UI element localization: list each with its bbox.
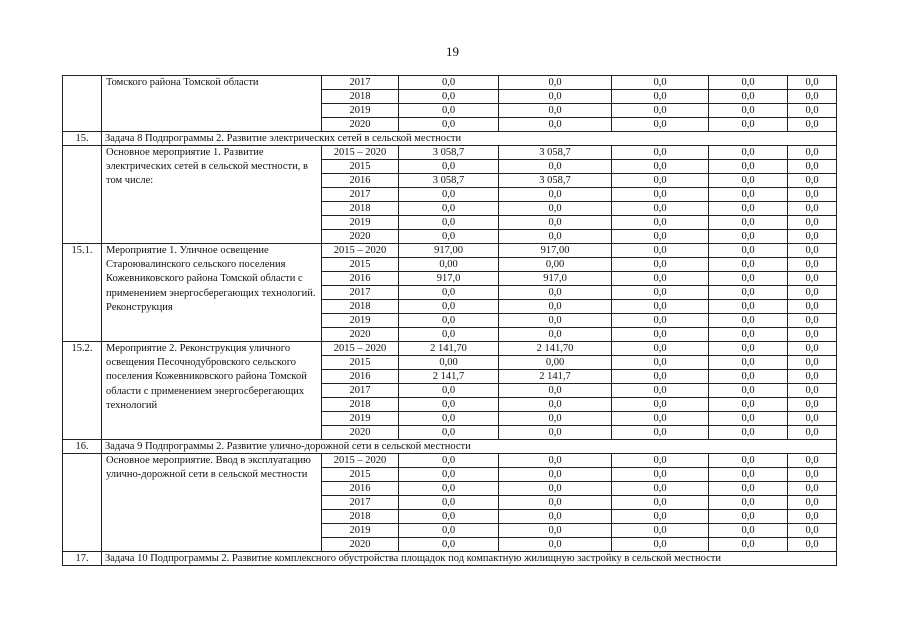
value-cell: 0,0 [499,426,612,440]
value-cell: 0,0 [788,146,837,160]
value-cell: 0,0 [788,258,837,272]
year-cell: 2018 [322,300,399,314]
value-cell: 0,0 [612,216,709,230]
value-cell: 0,0 [788,328,837,342]
year-cell: 2019 [322,412,399,426]
budget-table [62,75,837,566]
value-cell: 0,0 [709,118,788,132]
value-cell: 0,0 [788,216,837,230]
value-cell: 0,0 [612,510,709,524]
year-cell: 2018 [322,510,399,524]
value-cell: 0,0 [499,160,612,174]
value-cell: 0,0 [788,468,837,482]
value-cell: 0,0 [612,328,709,342]
value-cell: 0,00 [499,258,612,272]
value-cell: 0,0 [788,426,837,440]
value-cell: 0,0 [399,118,499,132]
year-cell: 2018 [322,90,399,104]
value-cell: 0,0 [709,328,788,342]
value-cell: 0,0 [612,370,709,384]
value-cell: 0,0 [709,496,788,510]
task-title: Задача 9 Подпрограммы 2. Развитие улично-дорожной сети в сельской местности [102,440,837,454]
value-cell: 0,0 [399,216,499,230]
value-cell: 0,0 [709,146,788,160]
value-cell: 0,0 [399,496,499,510]
value-cell: 0,0 [709,412,788,426]
table-row [63,244,837,258]
value-cell: 2 141,70 [399,342,499,356]
row-number: 15.1. [63,244,102,342]
value-cell: 0,0 [612,76,709,90]
value-cell: 0,0 [788,244,837,258]
value-cell: 0,0 [499,314,612,328]
value-cell: 0,0 [399,412,499,426]
year-cell: 2016 [322,482,399,496]
value-cell: 0,0 [788,510,837,524]
value-cell: 0,0 [399,230,499,244]
value-cell: 2 141,7 [499,370,612,384]
value-cell: 0,0 [709,314,788,328]
value-cell: 0,0 [612,202,709,216]
value-cell: 0,0 [399,454,499,468]
value-cell: 0,0 [499,468,612,482]
value-cell: 0,0 [709,538,788,552]
value-cell: 0,0 [612,118,709,132]
value-cell: 0,0 [612,468,709,482]
value-cell: 0,0 [788,174,837,188]
value-cell: 2 141,7 [399,370,499,384]
value-cell: 0,0 [399,398,499,412]
table-row [63,76,837,90]
value-cell: 0,00 [399,356,499,370]
value-cell: 0,0 [612,244,709,258]
value-cell: 0,0 [499,328,612,342]
value-cell: 0,0 [499,104,612,118]
value-cell: 0,0 [709,524,788,538]
value-cell: 0,0 [788,272,837,286]
value-cell: 0,0 [399,384,499,398]
row-number: 17. [63,552,102,566]
value-cell: 0,0 [612,482,709,496]
value-cell: 0,0 [612,454,709,468]
year-cell: 2019 [322,314,399,328]
value-cell: 0,0 [709,468,788,482]
value-cell: 0,0 [788,230,837,244]
value-cell: 0,00 [399,258,499,272]
value-cell: 0,0 [788,160,837,174]
value-cell: 0,0 [612,314,709,328]
value-cell: 3 058,7 [499,174,612,188]
table-row [63,454,837,468]
value-cell: 0,0 [788,90,837,104]
value-cell: 0,0 [709,426,788,440]
value-cell: 0,0 [612,538,709,552]
task-row [63,132,837,146]
task-title: Задача 8 Подпрограммы 2. Развитие электрических сетей в сельской местности [102,132,837,146]
value-cell: 0,0 [499,202,612,216]
value-cell: 0,0 [788,76,837,90]
value-cell: 0,0 [612,174,709,188]
year-cell: 2017 [322,76,399,90]
table-row [63,342,837,356]
value-cell: 0,0 [788,202,837,216]
value-cell: 0,0 [499,90,612,104]
value-cell: 0,0 [709,356,788,370]
page-number: 19 [446,44,459,59]
value-cell: 3 058,7 [399,174,499,188]
year-cell: 2020 [322,230,399,244]
year-cell: 2016 [322,370,399,384]
value-cell: 0,0 [709,510,788,524]
year-cell: 2015 – 2020 [322,146,399,160]
value-cell: 0,0 [788,370,837,384]
value-cell: 0,0 [788,538,837,552]
value-cell: 0,0 [788,482,837,496]
value-cell: 0,0 [709,482,788,496]
value-cell: 0,0 [788,524,837,538]
task-row [63,552,837,566]
value-cell: 0,0 [709,370,788,384]
year-cell: 2017 [322,286,399,300]
value-cell: 0,0 [499,510,612,524]
value-cell: 0,0 [709,104,788,118]
value-cell: 0,0 [399,314,499,328]
value-cell: 0,0 [788,188,837,202]
row-number: 15.2. [63,342,102,440]
year-cell: 2015 [322,258,399,272]
value-cell: 0,0 [788,342,837,356]
table-row [63,146,837,160]
value-cell: 0,0 [399,188,499,202]
year-cell: 2018 [322,398,399,412]
value-cell: 0,0 [709,174,788,188]
value-cell: 0,0 [709,188,788,202]
value-cell: 3 058,7 [399,146,499,160]
value-cell: 0,0 [788,286,837,300]
value-cell: 0,0 [499,286,612,300]
value-cell: 0,0 [612,146,709,160]
value-cell: 0,0 [612,342,709,356]
value-cell: 0,0 [709,90,788,104]
activity-description: Томского района Томской области [102,76,322,132]
value-cell: 0,0 [788,454,837,468]
value-cell: 0,0 [709,230,788,244]
year-cell: 2017 [322,188,399,202]
year-cell: 2020 [322,538,399,552]
row-number [63,146,102,244]
value-cell: 0,0 [709,342,788,356]
year-cell: 2020 [322,118,399,132]
value-cell: 917,00 [499,244,612,258]
value-cell: 0,0 [399,524,499,538]
value-cell: 0,0 [399,104,499,118]
value-cell: 0,0 [399,426,499,440]
activity-description: Мероприятие 1. Уличное освещение Староювалинского сельского поселения Кожевниковского района Томской области с применением энергосберегающих технологий. Реконструкция [102,244,322,342]
value-cell: 0,0 [612,286,709,300]
value-cell: 0,0 [612,384,709,398]
value-cell: 0,0 [399,468,499,482]
value-cell: 0,0 [709,76,788,90]
value-cell: 0,0 [612,258,709,272]
value-cell: 0,0 [612,90,709,104]
value-cell: 917,0 [499,272,612,286]
row-number: 15. [63,132,102,146]
value-cell: 0,0 [612,188,709,202]
value-cell: 2 141,70 [499,342,612,356]
value-cell: 0,0 [612,412,709,426]
value-cell: 0,0 [709,398,788,412]
value-cell: 0,0 [709,286,788,300]
year-cell: 2019 [322,104,399,118]
value-cell: 3 058,7 [499,146,612,160]
value-cell: 0,0 [709,160,788,174]
value-cell: 0,0 [612,104,709,118]
year-cell: 2017 [322,384,399,398]
row-number [63,76,102,132]
value-cell: 0,0 [399,482,499,496]
year-cell: 2019 [322,216,399,230]
value-cell: 0,0 [499,188,612,202]
value-cell: 0,0 [399,538,499,552]
year-cell: 2016 [322,272,399,286]
year-cell: 2020 [322,426,399,440]
value-cell: 0,0 [499,412,612,426]
value-cell: 0,0 [612,398,709,412]
value-cell: 0,0 [399,328,499,342]
value-cell: 0,0 [788,104,837,118]
value-cell: 0,0 [788,412,837,426]
value-cell: 0,0 [499,118,612,132]
value-cell: 0,0 [499,216,612,230]
value-cell: 0,0 [612,230,709,244]
value-cell: 0,0 [399,300,499,314]
value-cell: 0,00 [499,356,612,370]
value-cell: 917,00 [399,244,499,258]
value-cell: 0,0 [788,300,837,314]
value-cell: 0,0 [499,496,612,510]
value-cell: 0,0 [612,300,709,314]
activity-description: Основное мероприятие 1. Развитие электрических сетей в сельской местности, в том числе: [102,146,322,244]
value-cell: 0,0 [788,118,837,132]
value-cell: 917,0 [399,272,499,286]
value-cell: 0,0 [612,356,709,370]
value-cell: 0,0 [399,286,499,300]
value-cell: 0,0 [612,524,709,538]
year-cell: 2018 [322,202,399,216]
value-cell: 0,0 [499,300,612,314]
value-cell: 0,0 [612,160,709,174]
value-cell: 0,0 [788,384,837,398]
value-cell: 0,0 [788,496,837,510]
value-cell: 0,0 [788,314,837,328]
value-cell: 0,0 [399,160,499,174]
value-cell: 0,0 [612,272,709,286]
year-cell: 2020 [322,328,399,342]
year-cell: 2015 [322,160,399,174]
value-cell: 0,0 [499,230,612,244]
year-cell: 2015 – 2020 [322,244,399,258]
value-cell: 0,0 [499,538,612,552]
value-cell: 0,0 [709,272,788,286]
value-cell: 0,0 [788,356,837,370]
year-cell: 2015 – 2020 [322,342,399,356]
value-cell: 0,0 [499,454,612,468]
task-title: Задача 10 Подпрограммы 2. Развитие комплексного обустройства площадок под компактную жилищную застройку в сельской местности [102,552,837,566]
value-cell: 0,0 [499,398,612,412]
value-cell: 0,0 [399,510,499,524]
value-cell: 0,0 [399,202,499,216]
activity-description: Основное мероприятие. Ввод в эксплуатацию улично-дорожной сети в сельской местности [102,454,322,552]
value-cell: 0,0 [709,454,788,468]
value-cell: 0,0 [499,76,612,90]
year-cell: 2015 [322,468,399,482]
row-number [63,454,102,552]
value-cell: 0,0 [709,384,788,398]
row-number: 16. [63,440,102,454]
value-cell: 0,0 [399,90,499,104]
value-cell: 0,0 [709,300,788,314]
value-cell: 0,0 [709,202,788,216]
value-cell: 0,0 [499,524,612,538]
value-cell: 0,0 [499,384,612,398]
year-cell: 2016 [322,174,399,188]
activity-description: Мероприятие 2. Реконструкция уличного освещения Песочнодубровского сельского поселения Кожевниковского района Томской области с применением энергосберегающих технологий [102,342,322,440]
year-cell: 2015 – 2020 [322,454,399,468]
value-cell: 0,0 [709,244,788,258]
value-cell: 0,0 [499,482,612,496]
value-cell: 0,0 [399,76,499,90]
value-cell: 0,0 [612,426,709,440]
year-cell: 2015 [322,356,399,370]
year-cell: 2019 [322,524,399,538]
year-cell: 2017 [322,496,399,510]
value-cell: 0,0 [788,398,837,412]
value-cell: 0,0 [612,496,709,510]
value-cell: 0,0 [709,258,788,272]
task-row [63,440,837,454]
value-cell: 0,0 [709,216,788,230]
